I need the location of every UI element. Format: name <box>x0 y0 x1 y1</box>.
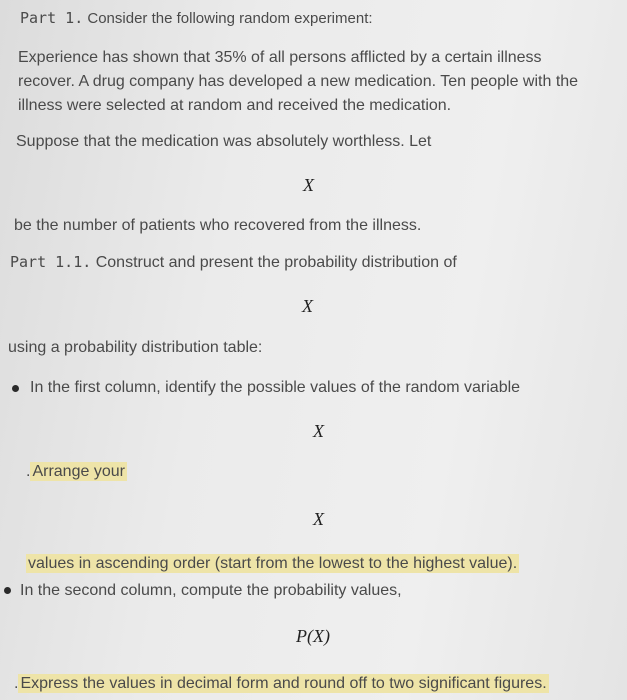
suppose-text: Suppose that the medication was absolutely worthless. Let <box>16 133 432 150</box>
express-line <box>14 675 549 693</box>
part1-dot: . <box>74 9 84 27</box>
part11-dot: . <box>82 253 92 271</box>
paragraph1-line1: Experience has shown that 35% of all persons afflicted by a certain illness <box>18 49 542 66</box>
be-number-text: be the number of patients who recovered from the illness. <box>14 217 422 234</box>
bullet-dot <box>12 385 19 392</box>
math-variable-x: X <box>313 421 324 441</box>
bullet-dot <box>4 587 11 594</box>
bullet2-text: In the second column, compute the probability values, <box>20 582 402 599</box>
part11-text: Construct and present the probability distribution of <box>91 254 457 271</box>
using-table-text: using a probability distribution table: <box>8 339 263 356</box>
part1-label: Part 1 <box>20 9 75 27</box>
part1-heading <box>20 9 373 28</box>
part1-text: Consider the following random experiment: <box>83 10 373 27</box>
express-prefix: . <box>14 675 19 692</box>
part11-heading <box>10 253 457 272</box>
bullet1-text: In the first column, identify the possible values of the random variable <box>30 379 521 396</box>
part11-label: Part 1.1 <box>10 253 83 271</box>
values-ascending-text <box>26 555 519 573</box>
arrange-text: Arrange your <box>32 463 125 480</box>
arrange-prefix: . <box>26 463 31 480</box>
math-px <box>296 626 330 647</box>
math-variable-x: X <box>313 509 324 529</box>
math-variable-x: X <box>303 175 314 195</box>
math-variable-x: X <box>302 296 313 316</box>
express-highlight: Express the values in decimal form and round off to two significant figures. <box>20 675 547 692</box>
values-ascending-highlight: values in ascending order (start from the lowest to the highest value). <box>28 555 518 572</box>
px-text: P(X) <box>296 626 330 646</box>
paragraph1-line3: illness were selected at random and received the medication. <box>18 97 452 114</box>
paragraph1-line2: recover. A drug company has developed a new medication. Ten people with the <box>18 73 579 90</box>
arrange-line <box>26 463 127 481</box>
